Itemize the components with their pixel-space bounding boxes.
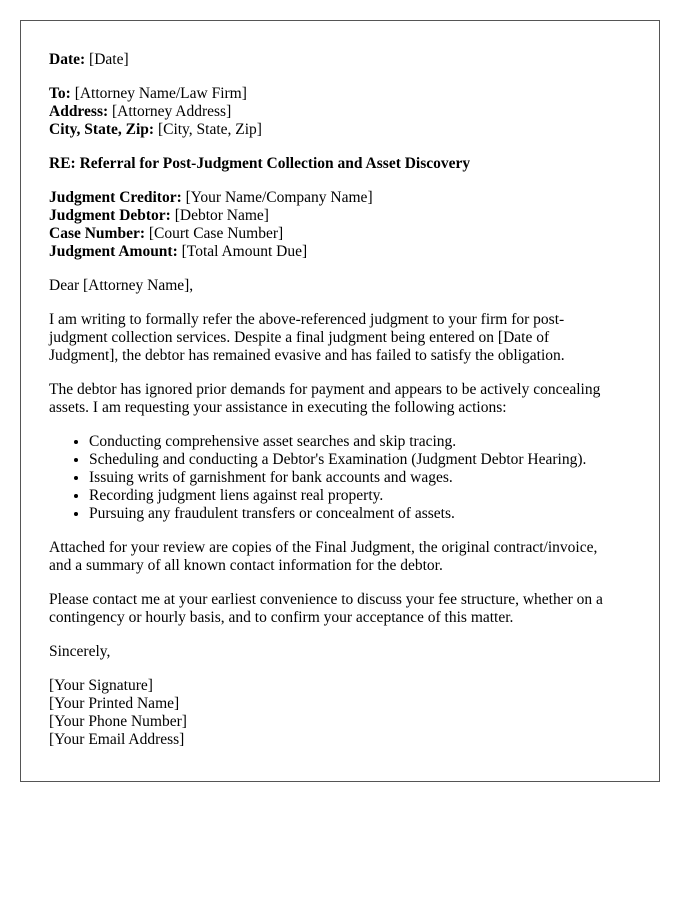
address-value: [Attorney Address]	[112, 103, 232, 120]
recipient-block	[49, 85, 631, 139]
to-value: [Attorney Name/Law Firm]	[74, 85, 247, 102]
paragraph-referral	[49, 311, 631, 365]
creditor-value: [Your Name/Company Name]	[185, 189, 373, 206]
paragraph-line: Judgment], the debtor has remained evasive and has failed to satisfy the obligation.	[49, 347, 565, 364]
paragraph-line: judgment collection services. Despite a final judgment being entered on [Date of	[49, 329, 550, 346]
paragraph-line: Please contact me at your earliest convenience to discuss your fee structure, whether on a	[49, 591, 603, 608]
amount-label: Judgment Amount:	[49, 243, 178, 260]
paragraph-request	[49, 381, 631, 417]
list-item: • Issuing writs of garnishment for bank accounts and wages.	[89, 469, 631, 487]
date-label: Date:	[49, 51, 86, 68]
printed-name: [Your Printed Name]	[49, 695, 180, 712]
debtor-label: Judgment Debtor:	[49, 207, 171, 224]
paragraph-line: I am writing to formally refer the above-referenced judgment to your firm for post-	[49, 311, 565, 328]
amount-value: [Total Amount Due]	[181, 243, 308, 260]
date-value: [Date]	[89, 51, 129, 68]
date-line	[49, 51, 631, 69]
salutation: Dear [Attorney Name],	[49, 277, 194, 294]
list-item: • Pursuing any fraudulent transfers or concealment of assets.	[89, 505, 631, 523]
closing: Sincerely,	[49, 643, 111, 660]
paragraph-line: Attached for your review are copies of the Final Judgment, the original contract/invoice,	[49, 539, 598, 556]
creditor-label: Judgment Creditor:	[49, 189, 182, 206]
paragraph-contact	[49, 591, 631, 627]
list-item: • Recording judgment liens against real property.	[89, 487, 631, 505]
phone-number: [Your Phone Number]	[49, 713, 187, 730]
email-address: [Your Email Address]	[49, 731, 185, 748]
address-label: Address:	[49, 103, 109, 120]
list-item: • Scheduling and conducting a Debtor's Examination (Judgment Debtor Hearing).	[89, 451, 631, 469]
paragraph-attachments	[49, 539, 631, 575]
letter-page	[20, 20, 660, 782]
actions-list	[49, 433, 631, 523]
paragraph-line: and a summary of all known contact information for the debtor.	[49, 557, 443, 574]
signature-block	[49, 677, 631, 749]
paragraph-line: contingency or hourly basis, and to confirm your acceptance of this matter.	[49, 609, 514, 626]
city-value: [City, State, Zip]	[157, 121, 262, 138]
list-item: • Conducting comprehensive asset searches and skip tracing.	[89, 433, 631, 451]
subject-line	[49, 155, 631, 173]
case-number-label: Case Number:	[49, 225, 145, 242]
paragraph-line: The debtor has ignored prior demands for payment and appears to be actively concealing	[49, 381, 601, 398]
city-label: City, State, Zip:	[49, 121, 155, 138]
paragraph-line: assets. I am requesting your assistance in executing the following actions:	[49, 399, 507, 416]
subject-text: RE: Referral for Post-Judgment Collection and Asset Discovery	[49, 155, 471, 172]
case-number-value: [Court Case Number]	[148, 225, 284, 242]
debtor-value: [Debtor Name]	[174, 207, 269, 224]
case-info-block	[49, 189, 631, 261]
signature-placeholder: [Your Signature]	[49, 677, 153, 694]
to-label: To:	[49, 85, 71, 102]
